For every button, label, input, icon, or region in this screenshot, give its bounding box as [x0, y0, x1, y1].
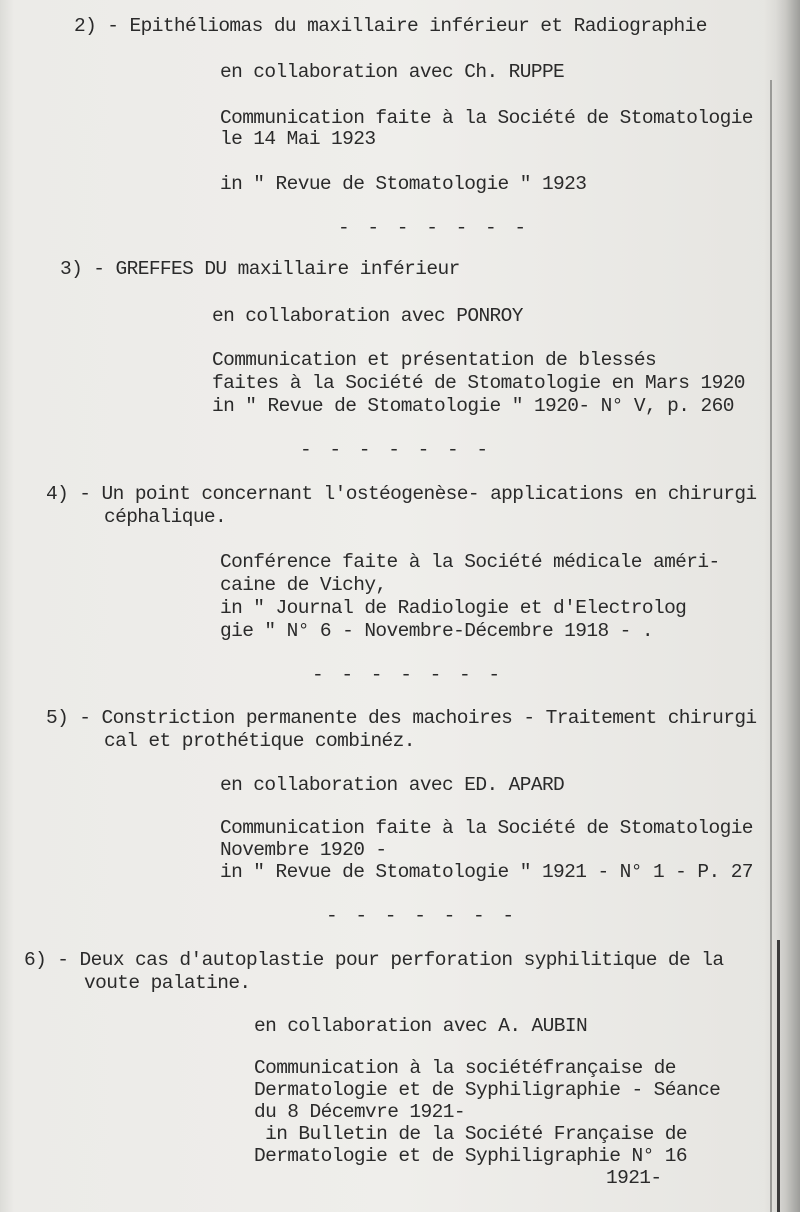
entry-2-detail-2: le 14 Mai 1923	[220, 128, 376, 150]
entry-6-title-2: voute palatine.	[84, 972, 251, 994]
entry-5-detail-3: in " Revue de Stomatologie " 1921 - N° 1 - P. 27	[220, 861, 753, 883]
entry-5-detail-2: Novembre 1920 -	[220, 839, 387, 861]
entry-2-detail-1: Communication faite à la Société de Stomatologie	[220, 107, 753, 129]
entry-6-collaboration: en collaboration avec A. AUBIN	[254, 1015, 588, 1037]
entry-6-detail-3: du 8 Décemvre 1921-	[254, 1101, 465, 1123]
entry-5-collaboration: en collaboration avec ED. APARD	[220, 774, 565, 796]
entry-6-detail-6: 1921-	[606, 1167, 662, 1189]
entry-2-title: 2) - Epithéliomas du maxillaire inférieur et Radiographie	[74, 15, 707, 37]
entry-5-title-2: cal et prothétique combinéz.	[104, 730, 415, 752]
entry-3-collaboration: en collaboration avec PONROY	[212, 305, 523, 327]
separator-3: - - - - - - -	[312, 664, 504, 686]
entry-4-detail-3: in " Journal de Radiologie et d'Electrolog	[220, 597, 687, 619]
separator-4: - - - - - - -	[326, 905, 518, 927]
entry-3-detail-3: in " Revue de Stomatologie " 1920- N° V, p. 260	[212, 395, 734, 417]
entry-4-title-2: céphalique.	[104, 506, 227, 528]
entry-4-detail-4: gie " N° 6 - Novembre-Décembre 1918 - .	[220, 620, 653, 642]
entry-6-detail-1: Communication à la sociétéfrançaise de	[254, 1057, 676, 1079]
entry-2-collaboration: en collaboration avec Ch. RUPPE	[220, 61, 565, 83]
entry-4-detail-1: Conférence faite à la Société médicale améri-	[220, 551, 720, 573]
page-edge-line-dark	[777, 940, 780, 1212]
entry-3-detail-1: Communication et présentation de blessés	[212, 349, 657, 371]
entry-5-title-1: 5) - Constriction permanente des machoires - Traitement chirurgi	[46, 707, 757, 729]
separator-1: - - - - - - -	[338, 217, 530, 239]
separator-2: - - - - - - -	[300, 439, 492, 461]
page-edge-line	[770, 80, 772, 1212]
entry-6-detail-5: Dermatologie et de Syphiligraphie N° 16	[254, 1145, 687, 1167]
entry-4-title-1: 4) - Un point concernant l'ostéogenèse- applications en chirurgi	[46, 483, 757, 505]
entry-6-detail-2: Dermatologie et de Syphiligraphie - Séance	[254, 1079, 721, 1101]
entry-4-detail-2: caine de Vichy,	[220, 574, 387, 596]
entry-6-detail-4: in Bulletin de la Société Française de	[254, 1123, 687, 1145]
entry-3-detail-2: faites à la Société de Stomatologie en Mars 1920	[212, 372, 745, 394]
entry-3-title: 3) - GREFFES DU maxillaire inférieur	[60, 258, 460, 280]
entry-5-detail-1: Communication faite à la Société de Stomatologie	[220, 817, 753, 839]
entry-6-title-1: 6) - Deux cas d'autoplastie pour perforation syphilitique de la	[24, 949, 724, 971]
entry-2-journal: in " Revue de Stomatologie " 1923	[220, 173, 587, 195]
